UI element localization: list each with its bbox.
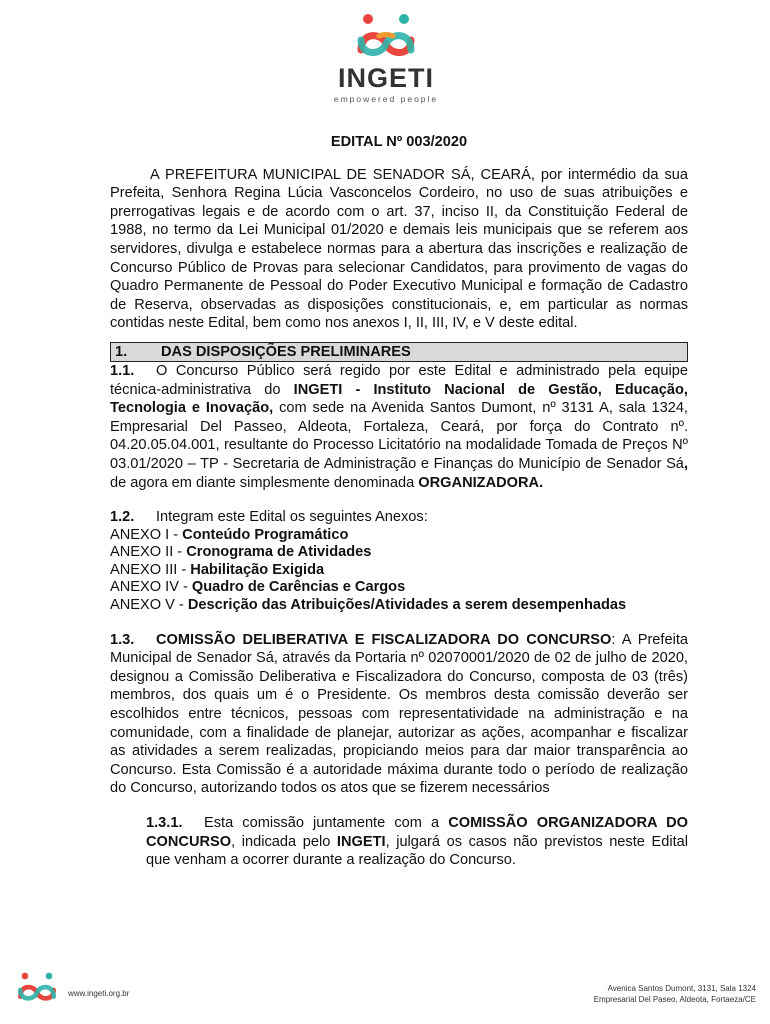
annex-item [110, 527, 688, 545]
annex-item [110, 544, 688, 562]
document-body [110, 133, 688, 870]
clause-bold-text: ORGANIZADORA. [418, 474, 544, 491]
clause-text: O Concurso Público será regido por este Edital e administrado pela equipe técnica-administrativa do [110, 362, 688, 398]
annex-label: ANEXO II - [110, 544, 187, 561]
annex-name: Conteúdo Programático [182, 526, 349, 543]
clause-1-3-1 [146, 814, 688, 870]
annex-label: ANEXO V - [110, 597, 188, 614]
clause-text: , julgará os casos não previstos neste Edital que venham a ocorrer durante a realização do Concurso. [146, 833, 688, 869]
clause-bold-text: , [683, 455, 688, 472]
clause-number: 1.3. [110, 631, 135, 648]
clause-number: 1.2. [110, 509, 135, 526]
clause-1-3 [110, 631, 688, 798]
annex-list [110, 527, 688, 615]
footer-url: www.ingeti.org.br [68, 989, 130, 998]
ingeti-infinity-icon [349, 10, 423, 64]
clause-bold-text: INGETI [336, 833, 386, 850]
intro-paragraph: A PREFEITURA MUNICIPAL DE SENADOR SÁ, CEARÁ, por intermédio da sua Prefeita, Senhora Regina Lúcia Vasconcelos Cordeiro, no uso de suas atribuições e prerrogativas legais e de acordo com o art. 37, inciso II, da Constituição Federal de 1988, no termo da Lei Municipal 01/2020 e demais leis municipais que se referem aos servidores, divulga e estabelece normas para a abertura das inscrições e realização de Concurso Público de Provas para selecionar Candidatos, para provimento de vagas do Quadro Permanente de Pessoal do Poder Executivo Municipal e formação de Cadastro de Reserva, observadas as disposições constitucionais, e, em particular as normas contidas neste Edital, bem como nos anexos I, II, III, IV, e V deste edital. [110, 166, 688, 332]
clause-number: 1.1. [110, 362, 135, 379]
section-1-heading [110, 342, 688, 362]
annex-label: ANEXO I - [110, 526, 183, 543]
brand-tagline: empowered people [333, 94, 439, 104]
section-number: 1. [115, 343, 128, 360]
annex-item [110, 579, 688, 597]
annex-name: Cronograma de Atividades [186, 544, 372, 561]
annex-label: ANEXO III - [110, 561, 191, 578]
clause-bold-text: INGETI - Instituto Nacional de Gestão, Educação, Tecnologia e Inovação, [110, 381, 688, 417]
clause-bold-text: COMISSÃO DELIBERATIVA E FISCALIZADORA DO CONCURSO [156, 631, 612, 648]
clause-text: Esta comissão juntamente com a [204, 815, 449, 831]
annex-item [110, 562, 688, 580]
brand-name: INGETI [337, 63, 434, 93]
clause-text: : A Prefeita Municipal de Senador Sá, através da Portaria nº 02070001/2020 de 02 de julho de 2020, designou a Comissão Deliberativa e Fiscalizadora do Concurso, composta de 03 (três) membros, dos quais um é o Presidente. Os membros desta comissão deverão ser escolhidos entre técnicos, pessoas com representatividade na administração e na comunidade, com a finalidade de planejar, autorizar as ações, acompanhar e fiscalizar as atividades a serem realizadas, propiciando meios para dar maior transparência ao Concurso. Esta Comissão é a autoridade máxima durante todo o período de realização do Concurso, autorizando todos os atos que se fizerem necessários [110, 631, 689, 797]
clause-1-2 [110, 508, 688, 527]
annex-name: Quadro de Carências e Cargos [191, 579, 406, 596]
clause-text: Integram este Edital os seguintes Anexos: [156, 509, 428, 526]
clause-text: com sede na Avenida Santos Dumont, nº 3131 A, sala 1324, Empresarial Del Passeo, Aldeota, Fortaleza, Ceará, por força do Contrato nº. 04.20.05.04.001, resultante do Processo Licitatório na modalidade Tomada de Preços Nº 03.01/2020 – TP - Secretaria de Administração e Finanças do Município de Senador Sá [110, 400, 688, 472]
clause-bold-text: COMISSÃO ORGANIZADORA DO CONCURSO [146, 815, 688, 850]
annex-label: ANEXO IV - [110, 579, 192, 596]
footer-address [594, 983, 756, 1005]
footer-address-line: Avenica Santos Dumont, 3131, Sala 1324 [607, 984, 756, 993]
annex-item [110, 597, 688, 615]
clause-text: , indicada pelo [231, 833, 337, 850]
clause-text: de agora em diante simplesmente denominada [110, 474, 419, 491]
ingeti-logo [330, 10, 442, 114]
clause-1-1 [110, 362, 688, 492]
footer-address-line: Empresarial Del Paseo, Aldeota, Fortaeza/CE [593, 995, 756, 1004]
footer-logo-icon [10, 970, 64, 1006]
document-title: EDITAL Nº 003/2020 [330, 134, 468, 150]
annex-name: Habilitação Exigida [190, 561, 325, 578]
section-title: DAS DISPOSIÇÕES PRELIMINARES [161, 343, 411, 360]
clause-number: 1.3.1. [146, 815, 183, 831]
annex-name: Descrição das Atribuições/Atividades a serem desempenhadas [187, 597, 627, 614]
